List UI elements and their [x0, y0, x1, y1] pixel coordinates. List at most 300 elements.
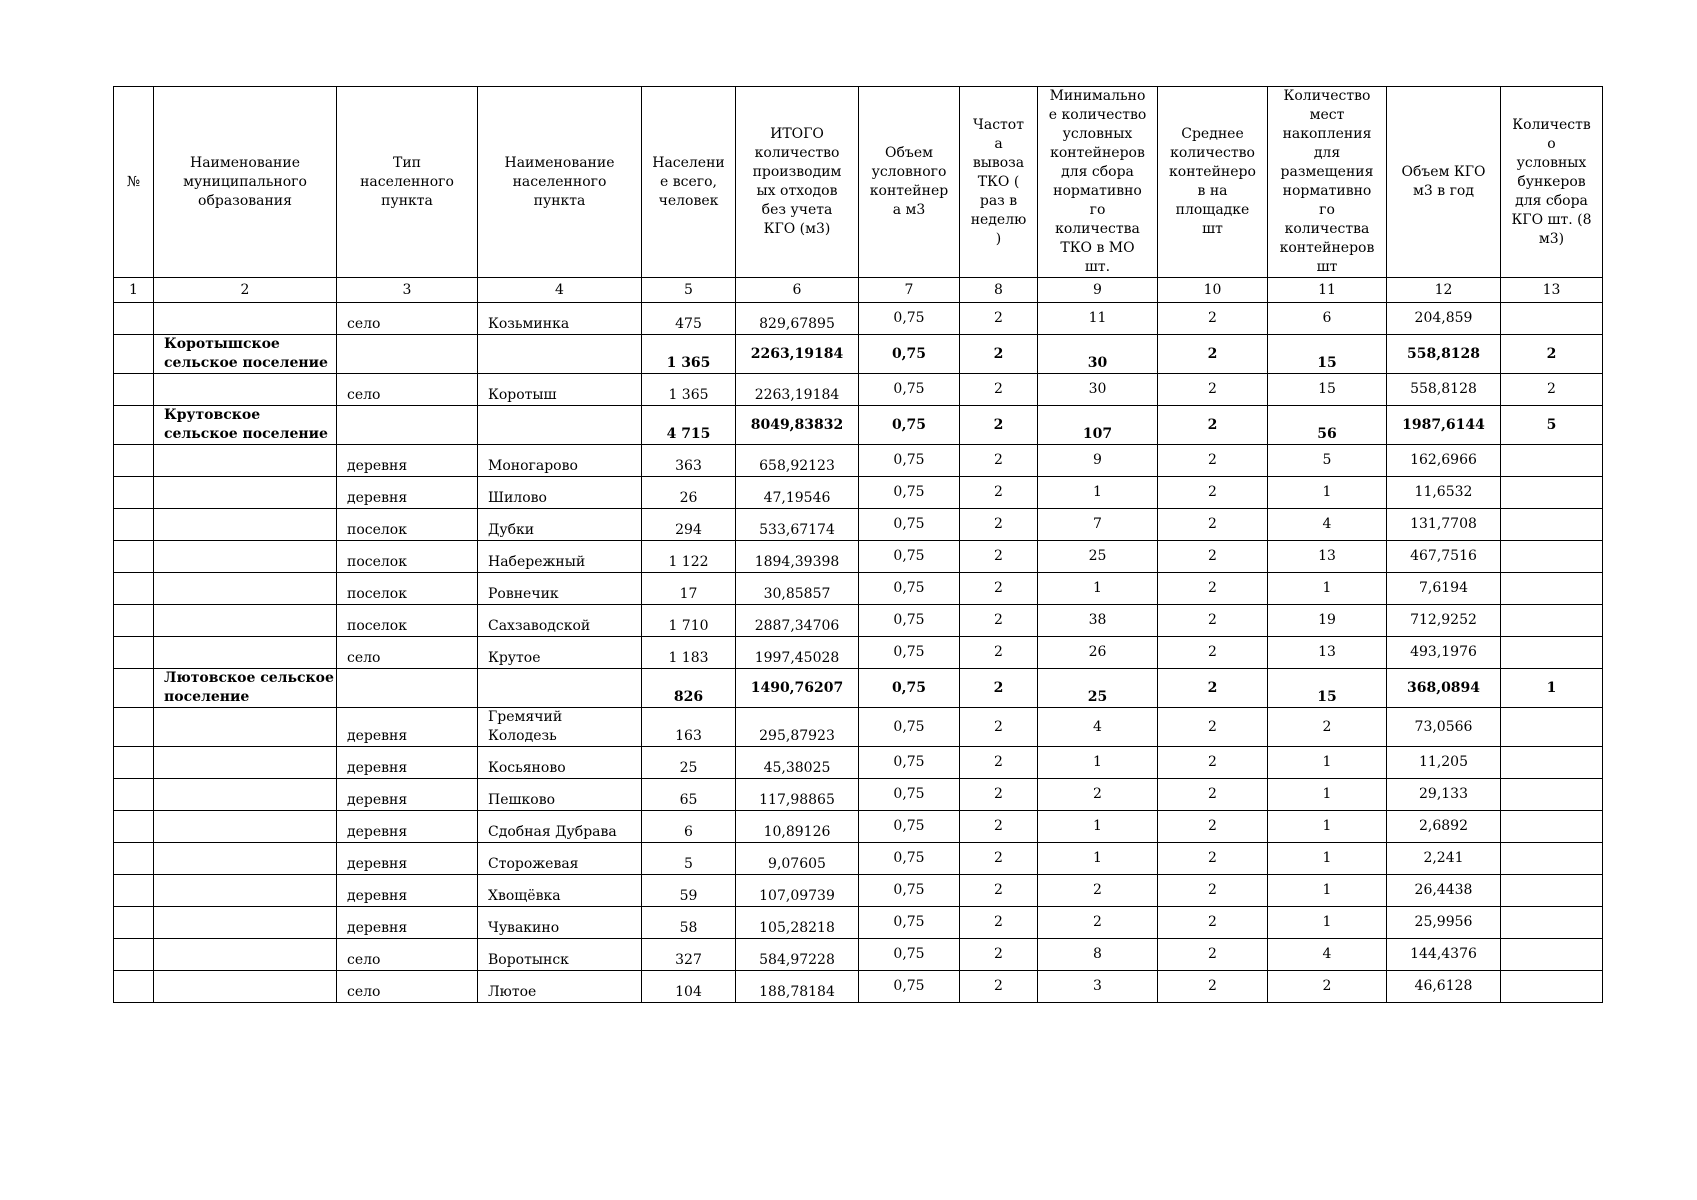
- waste-total: 47,19546: [736, 477, 859, 509]
- column-number: 7: [859, 278, 960, 303]
- row-number-cell: [114, 477, 154, 509]
- min-containers: 2: [1038, 907, 1158, 939]
- bunker-count: [1501, 708, 1603, 747]
- header-text: нормативно: [1053, 183, 1142, 199]
- settlement-name: [478, 843, 642, 875]
- settlement-name: [478, 875, 642, 907]
- kgo-volume: 368,0894: [1387, 669, 1501, 708]
- collection-sites: 1: [1268, 747, 1387, 779]
- waste-total: 9,07605: [736, 843, 859, 875]
- settlement-name: [478, 939, 642, 971]
- avg-containers: 2: [1158, 875, 1268, 907]
- settlement-type: [337, 406, 478, 445]
- avg-containers: 2: [1158, 907, 1268, 939]
- kgo-volume: 25,9956: [1387, 907, 1501, 939]
- collection-sites: 19: [1268, 605, 1387, 637]
- min-containers: 107: [1038, 406, 1158, 445]
- min-containers: 30: [1038, 374, 1158, 406]
- kgo-volume: 73,0566: [1387, 708, 1501, 747]
- min-containers: 7: [1038, 509, 1158, 541]
- kgo-volume: 7,6194: [1387, 573, 1501, 605]
- settlement-type: село: [337, 303, 478, 335]
- collection-sites: 6: [1268, 303, 1387, 335]
- header-text: человек: [658, 192, 719, 209]
- column-number-row: [114, 278, 1603, 303]
- header-text: Количеств: [1512, 116, 1591, 133]
- settlement-name: [478, 303, 642, 335]
- waste-total: 30,85857: [736, 573, 859, 605]
- settlement-name: [478, 445, 642, 477]
- min-containers: 30: [1038, 335, 1158, 374]
- kgo-volume: 558,8128: [1387, 335, 1501, 374]
- collection-sites: 1: [1268, 843, 1387, 875]
- column-header-6: [736, 87, 859, 278]
- header-text: в на: [1197, 183, 1228, 199]
- population: 1 365: [642, 335, 736, 374]
- header-text: условного: [871, 164, 947, 180]
- min-containers: 1: [1038, 477, 1158, 509]
- kgo-volume: 2,6892: [1387, 811, 1501, 843]
- min-containers: 11: [1038, 303, 1158, 335]
- bunker-count: [1501, 303, 1603, 335]
- container-volume: 0,75: [859, 747, 960, 779]
- population: 65: [642, 779, 736, 811]
- settlement-name-line: Дубки: [488, 522, 535, 538]
- header-text: Среднее: [1181, 126, 1244, 142]
- settlement-name-line: Ровнечик: [488, 586, 559, 602]
- header-text: населенного: [512, 173, 607, 190]
- container-volume: 0,75: [859, 811, 960, 843]
- column-header-1: [114, 87, 154, 278]
- min-containers: 26: [1038, 637, 1158, 669]
- header-text: для: [1313, 145, 1341, 161]
- kgo-volume: 46,6128: [1387, 971, 1501, 1003]
- avg-containers: 2: [1158, 509, 1268, 541]
- container-volume: 0,75: [859, 939, 960, 971]
- kgo-volume: 493,1976: [1387, 637, 1501, 669]
- column-header-8: [960, 87, 1038, 278]
- header-text: пункта: [533, 192, 586, 209]
- column-header-13: [1501, 87, 1603, 278]
- header-text: Объем: [885, 145, 933, 161]
- row-number-cell: [114, 335, 154, 374]
- column-number: 6: [736, 278, 859, 303]
- header-text: ТКО (: [977, 173, 1020, 190]
- column-header-11: [1268, 87, 1387, 278]
- population: 294: [642, 509, 736, 541]
- settlement-name-line: Шилово: [488, 490, 547, 506]
- waste-total: 295,87923: [736, 708, 859, 747]
- container-volume: 0,75: [859, 573, 960, 605]
- min-containers: 2: [1038, 875, 1158, 907]
- pickup-frequency: 2: [960, 303, 1038, 335]
- header-text: площадке: [1175, 202, 1250, 218]
- settlement-name-line: Сахзаводской: [488, 618, 591, 634]
- waste-total: 45,38025: [736, 747, 859, 779]
- waste-total: 829,67895: [736, 303, 859, 335]
- settlement-type: деревня: [337, 843, 478, 875]
- settlement-row: [114, 541, 1603, 573]
- waste-total: 107,09739: [736, 875, 859, 907]
- column-number: 11: [1268, 278, 1387, 303]
- settlement-name-line: Сторожевая: [488, 856, 579, 872]
- header-text: Минимально: [1049, 88, 1146, 104]
- header-text: раз в: [979, 192, 1018, 209]
- settlement-name-line: Косьяново: [488, 760, 566, 776]
- header-text: го: [1319, 202, 1335, 218]
- header-text: контейнеро: [1169, 164, 1256, 180]
- municipality-total-row: [114, 669, 1603, 708]
- header-text: е всего,: [660, 173, 717, 190]
- container-volume: 0,75: [859, 335, 960, 374]
- row-number-cell: [114, 779, 154, 811]
- collection-sites: 1: [1268, 779, 1387, 811]
- header-text: неделю: [970, 211, 1027, 228]
- row-number-cell: [114, 747, 154, 779]
- kgo-volume: 1987,6144: [1387, 406, 1501, 445]
- municipality-name: [154, 779, 337, 811]
- bunker-count: [1501, 875, 1603, 907]
- min-containers: 4: [1038, 708, 1158, 747]
- header-text: го: [1089, 202, 1106, 218]
- avg-containers: 2: [1158, 779, 1268, 811]
- column-number: 9: [1038, 278, 1158, 303]
- avg-containers: 2: [1158, 406, 1268, 445]
- header-text: ых отходов: [756, 183, 838, 199]
- header-text: количества: [1055, 221, 1140, 237]
- header-text: контейнеров: [1279, 240, 1375, 256]
- row-number-cell: [114, 971, 154, 1003]
- settlement-row: [114, 477, 1603, 509]
- settlement-row: [114, 374, 1603, 406]
- collection-sites: 5: [1268, 445, 1387, 477]
- kgo-volume: 131,7708: [1387, 509, 1501, 541]
- column-header-2: [154, 87, 337, 278]
- waste-table: [113, 86, 1603, 1003]
- settlement-type: деревня: [337, 747, 478, 779]
- pickup-frequency: 2: [960, 811, 1038, 843]
- municipality-name: [154, 875, 337, 907]
- container-volume: 0,75: [859, 843, 960, 875]
- bunker-count: 5: [1501, 406, 1603, 445]
- container-volume: 0,75: [859, 374, 960, 406]
- bunker-count: [1501, 637, 1603, 669]
- column-number: 5: [642, 278, 736, 303]
- population: 1 710: [642, 605, 736, 637]
- municipality-name-line: Лютовское сельское: [164, 670, 334, 686]
- settlement-row: [114, 747, 1603, 779]
- kgo-volume: 712,9252: [1387, 605, 1501, 637]
- settlement-name-line: Крутое: [488, 650, 541, 666]
- settlement-type: поселок: [337, 605, 478, 637]
- settlement-type: [337, 335, 478, 374]
- settlement-name: [478, 637, 642, 669]
- settlement-type: поселок: [337, 541, 478, 573]
- bunker-count: [1501, 573, 1603, 605]
- avg-containers: 2: [1158, 303, 1268, 335]
- waste-total: 105,28218: [736, 907, 859, 939]
- column-number: 10: [1158, 278, 1268, 303]
- population: 327: [642, 939, 736, 971]
- container-volume: 0,75: [859, 669, 960, 708]
- settlement-type: село: [337, 971, 478, 1003]
- avg-containers: 2: [1158, 541, 1268, 573]
- waste-total: 2887,34706: [736, 605, 859, 637]
- column-header-7: [859, 87, 960, 278]
- avg-containers: 2: [1158, 573, 1268, 605]
- waste-total: 188,78184: [736, 971, 859, 1003]
- row-number-cell: [114, 303, 154, 335]
- pickup-frequency: 2: [960, 374, 1038, 406]
- municipality-name: [154, 605, 337, 637]
- municipality-name-line: сельское поселение: [164, 426, 328, 442]
- bunker-count: 2: [1501, 374, 1603, 406]
- avg-containers: 2: [1158, 605, 1268, 637]
- settlement-name: [478, 669, 642, 708]
- settlement-name-line: Хвощёвка: [488, 888, 561, 904]
- settlement-type: [337, 669, 478, 708]
- avg-containers: 2: [1158, 747, 1268, 779]
- row-number-cell: [114, 637, 154, 669]
- settlement-row: [114, 445, 1603, 477]
- header-text: шт: [1316, 259, 1338, 275]
- min-containers: 25: [1038, 541, 1158, 573]
- waste-total: 584,97228: [736, 939, 859, 971]
- header-text: условных: [1062, 126, 1133, 142]
- row-number-cell: [114, 811, 154, 843]
- avg-containers: 2: [1158, 445, 1268, 477]
- settlement-name: [478, 335, 642, 374]
- settlement-type: деревня: [337, 875, 478, 907]
- settlement-row: [114, 971, 1603, 1003]
- collection-sites: 15: [1268, 374, 1387, 406]
- settlement-row: [114, 811, 1603, 843]
- settlement-name-line: Моногарово: [488, 458, 578, 474]
- settlement-type: деревня: [337, 779, 478, 811]
- settlement-name-line: Набережный: [488, 554, 586, 570]
- row-number-cell: [114, 605, 154, 637]
- header-text: без учета: [761, 202, 833, 218]
- avg-containers: 2: [1158, 811, 1268, 843]
- header-text: мест: [1309, 107, 1345, 123]
- municipality-name: [154, 477, 337, 509]
- settlement-name: [478, 708, 642, 747]
- municipality-name: [154, 573, 337, 605]
- municipality-name: [154, 303, 337, 335]
- settlement-row: [114, 779, 1603, 811]
- container-volume: 0,75: [859, 303, 960, 335]
- min-containers: 1: [1038, 811, 1158, 843]
- header-text: контейнер: [869, 183, 949, 199]
- min-containers: 2: [1038, 779, 1158, 811]
- bunker-count: [1501, 445, 1603, 477]
- settlement-name-line: Пешково: [488, 792, 555, 808]
- pickup-frequency: 2: [960, 573, 1038, 605]
- municipality-name: [154, 335, 337, 374]
- pickup-frequency: 2: [960, 541, 1038, 573]
- container-volume: 0,75: [859, 971, 960, 1003]
- header-text: нормативно: [1282, 183, 1372, 199]
- header-text: количество: [1170, 145, 1255, 161]
- kgo-volume: 162,6966: [1387, 445, 1501, 477]
- municipality-total-row: [114, 406, 1603, 445]
- column-header-4: [478, 87, 642, 278]
- column-header-3: [337, 87, 478, 278]
- settlement-row: [114, 939, 1603, 971]
- municipality-name: [154, 637, 337, 669]
- settlement-type: село: [337, 374, 478, 406]
- municipality-name: [154, 907, 337, 939]
- header-row: [114, 87, 1603, 278]
- min-containers: 1: [1038, 843, 1158, 875]
- settlement-name: [478, 747, 642, 779]
- population: 1 365: [642, 374, 736, 406]
- waste-total: 1490,76207: [736, 669, 859, 708]
- avg-containers: 2: [1158, 335, 1268, 374]
- collection-sites: 2: [1268, 971, 1387, 1003]
- settlement-name: [478, 605, 642, 637]
- avg-containers: 2: [1158, 843, 1268, 875]
- settlement-type: деревня: [337, 445, 478, 477]
- population: 1 122: [642, 541, 736, 573]
- kgo-volume: 558,8128: [1387, 374, 1501, 406]
- min-containers: 38: [1038, 605, 1158, 637]
- municipality-name: [154, 708, 337, 747]
- container-volume: 0,75: [859, 907, 960, 939]
- municipality-name-line: Крутовское: [164, 407, 261, 423]
- kgo-volume: 11,6532: [1387, 477, 1501, 509]
- municipality-name-line: Коротышское: [164, 336, 280, 352]
- waste-total: 1894,39398: [736, 541, 859, 573]
- row-number-cell: [114, 541, 154, 573]
- settlement-name-line: Козьминка: [488, 316, 570, 332]
- header-text: размещения: [1280, 164, 1374, 180]
- collection-sites: 1: [1268, 875, 1387, 907]
- settlement-name: [478, 477, 642, 509]
- container-volume: 0,75: [859, 406, 960, 445]
- header-text: условных: [1516, 154, 1587, 171]
- collection-sites: 1: [1268, 811, 1387, 843]
- header-text: муниципального: [183, 173, 307, 190]
- avg-containers: 2: [1158, 939, 1268, 971]
- row-number-cell: [114, 875, 154, 907]
- min-containers: 1: [1038, 747, 1158, 779]
- settlement-row: [114, 843, 1603, 875]
- pickup-frequency: 2: [960, 843, 1038, 875]
- settlement-name-line: Коротыш: [488, 387, 557, 403]
- avg-containers: 2: [1158, 637, 1268, 669]
- bunker-count: [1501, 779, 1603, 811]
- municipality-name: [154, 406, 337, 445]
- min-containers: 8: [1038, 939, 1158, 971]
- bunker-count: [1501, 477, 1603, 509]
- column-number: 1: [114, 278, 154, 303]
- settlement-name-line: Гремячий: [488, 709, 563, 725]
- pickup-frequency: 2: [960, 708, 1038, 747]
- settlement-type: деревня: [337, 708, 478, 747]
- header-text: шт: [1202, 221, 1223, 237]
- header-text: м3): [1538, 230, 1565, 247]
- bunker-count: [1501, 843, 1603, 875]
- header-text: Наименование: [190, 154, 300, 171]
- header-text: производим: [752, 164, 842, 180]
- row-number-cell: [114, 406, 154, 445]
- column-header-9: [1038, 87, 1158, 278]
- pickup-frequency: 2: [960, 875, 1038, 907]
- header-text: количество: [754, 145, 840, 161]
- header-text: пункта: [381, 192, 433, 209]
- header-text: ): [995, 230, 1002, 247]
- settlement-name-line: Чувакино: [488, 920, 560, 936]
- settlement-type: село: [337, 637, 478, 669]
- pickup-frequency: 2: [960, 907, 1038, 939]
- pickup-frequency: 2: [960, 335, 1038, 374]
- settlement-type: деревня: [337, 811, 478, 843]
- bunker-count: [1501, 939, 1603, 971]
- kgo-volume: 29,133: [1387, 779, 1501, 811]
- municipality-name-line: сельское поселение: [164, 355, 328, 371]
- settlement-type: село: [337, 939, 478, 971]
- header-text: №: [126, 173, 141, 190]
- avg-containers: 2: [1158, 477, 1268, 509]
- column-header-10: [1158, 87, 1268, 278]
- column-number: 2: [154, 278, 337, 303]
- collection-sites: 1: [1268, 573, 1387, 605]
- kgo-volume: 144,4376: [1387, 939, 1501, 971]
- row-number-cell: [114, 509, 154, 541]
- header-text: накопления: [1282, 126, 1372, 142]
- pickup-frequency: 2: [960, 747, 1038, 779]
- settlement-row: [114, 708, 1603, 747]
- container-volume: 0,75: [859, 509, 960, 541]
- pickup-frequency: 2: [960, 445, 1038, 477]
- settlement-row: [114, 573, 1603, 605]
- header-text: Количество: [1283, 88, 1371, 104]
- settlement-name: [478, 374, 642, 406]
- column-header-12: [1387, 87, 1501, 278]
- min-containers: 9: [1038, 445, 1158, 477]
- row-number-cell: [114, 573, 154, 605]
- column-number: 8: [960, 278, 1038, 303]
- min-containers: 3: [1038, 971, 1158, 1003]
- collection-sites: 1: [1268, 477, 1387, 509]
- settlement-type: поселок: [337, 509, 478, 541]
- header-text: ТКО в МО: [1060, 240, 1135, 256]
- collection-sites: 4: [1268, 509, 1387, 541]
- row-number-cell: [114, 445, 154, 477]
- column-header-5: [642, 87, 736, 278]
- header-text: образования: [198, 192, 292, 209]
- header-text: Частот: [973, 116, 1024, 133]
- settlement-name: [478, 406, 642, 445]
- header-text: Объем КГО: [1401, 164, 1486, 180]
- column-number: 3: [337, 278, 478, 303]
- collection-sites: 56: [1268, 406, 1387, 445]
- population: 1 183: [642, 637, 736, 669]
- kgo-volume: 204,859: [1387, 303, 1501, 335]
- bunker-count: 1: [1501, 669, 1603, 708]
- header-text: о: [1547, 135, 1556, 152]
- population: 104: [642, 971, 736, 1003]
- population: 826: [642, 669, 736, 708]
- table-body: [114, 303, 1603, 1003]
- collection-sites: 13: [1268, 541, 1387, 573]
- settlement-name: [478, 573, 642, 605]
- bunker-count: [1501, 605, 1603, 637]
- municipality-name: [154, 445, 337, 477]
- settlement-row: [114, 875, 1603, 907]
- pickup-frequency: 2: [960, 509, 1038, 541]
